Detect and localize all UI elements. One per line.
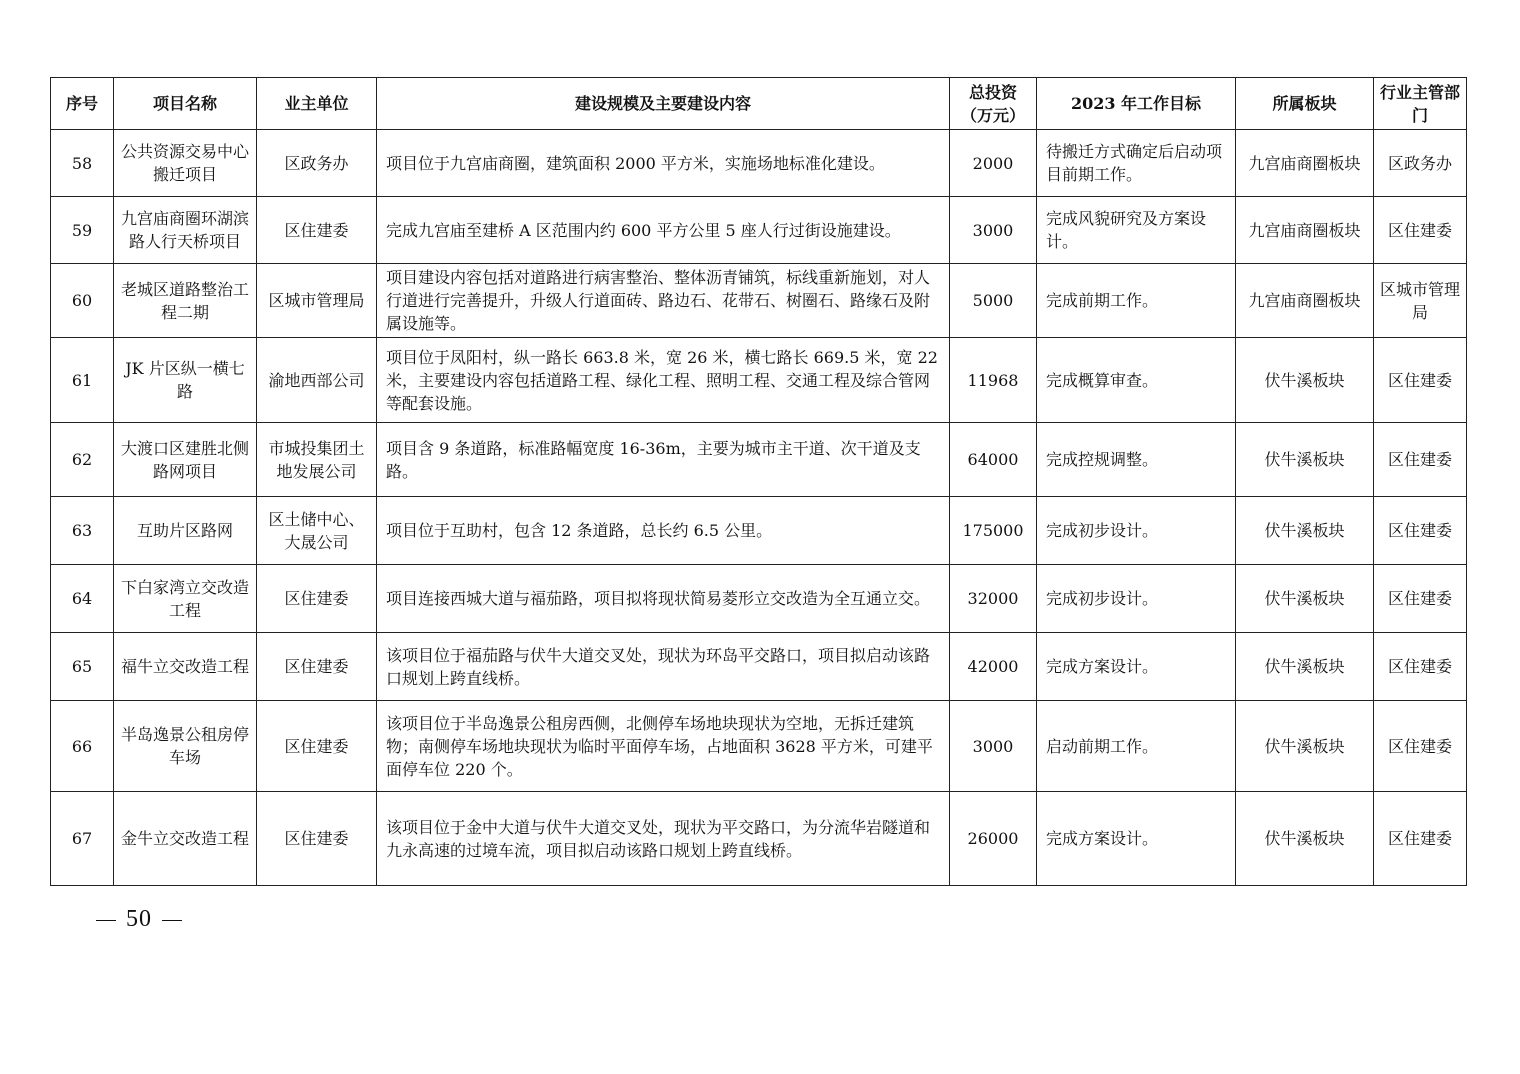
- header-no: 序号: [51, 78, 114, 130]
- cell-investment: 175000: [950, 497, 1037, 565]
- cell-goal: 完成前期工作。: [1037, 264, 1236, 338]
- table-row: [51, 264, 1467, 338]
- cell-name: 下白家湾立交改造工程: [114, 565, 257, 633]
- cell-no: 62: [51, 423, 114, 497]
- header-owner: 业主单位: [257, 78, 377, 130]
- cell-no: 61: [51, 338, 114, 423]
- cell-investment: 5000: [950, 264, 1037, 338]
- cell-content: 项目建设内容包括对道路进行病害整治、整体沥青铺筑，标线重新施划，对人行道进行完善提升，升级人行道面砖、路边石、花带石、树圈石、路缘石及附属设施等。: [377, 264, 950, 338]
- cell-owner: 区住建委: [257, 792, 377, 886]
- cell-owner: 区土储中心、大晟公司: [257, 497, 377, 565]
- table-row: [51, 701, 1467, 792]
- cell-name: 福牛立交改造工程: [114, 633, 257, 701]
- cell-no: 63: [51, 497, 114, 565]
- cell-investment: 26000: [950, 792, 1037, 886]
- cell-no: 64: [51, 565, 114, 633]
- cell-name: 互助片区路网: [114, 497, 257, 565]
- cell-owner: 区住建委: [257, 701, 377, 792]
- cell-goal: 完成初步设计。: [1037, 565, 1236, 633]
- cell-content: 该项目位于福茄路与伏牛大道交叉处，现状为环岛平交路口，项目拟启动该路口规划上跨直线桥。: [377, 633, 950, 701]
- cell-owner: 区政务办: [257, 130, 377, 197]
- cell-sector: 伏牛溪板块: [1236, 338, 1374, 423]
- cell-owner: 区城市管理局: [257, 264, 377, 338]
- cell-sector: 伏牛溪板块: [1236, 792, 1374, 886]
- header-sector: 所属板块: [1236, 78, 1374, 130]
- table-row: [51, 565, 1467, 633]
- cell-investment: 64000: [950, 423, 1037, 497]
- cell-dept: 区政务办: [1374, 130, 1467, 197]
- table-row: [51, 497, 1467, 565]
- table-row: [51, 633, 1467, 701]
- cell-name: 老城区道路整治工程二期: [114, 264, 257, 338]
- cell-investment: 2000: [950, 130, 1037, 197]
- cell-investment: 3000: [950, 701, 1037, 792]
- cell-sector: 伏牛溪板块: [1236, 497, 1374, 565]
- cell-name: 大渡口区建胜北侧路网项目: [114, 423, 257, 497]
- cell-no: 59: [51, 197, 114, 264]
- cell-sector: 伏牛溪板块: [1236, 701, 1374, 792]
- table-row: [51, 792, 1467, 886]
- cell-investment: 32000: [950, 565, 1037, 633]
- table-row: [51, 197, 1467, 264]
- cell-content: 项目连接西城大道与福茄路，项目拟将现状简易菱形立交改造为全互通立交。: [377, 565, 950, 633]
- cell-name: JK 片区纵一横七路: [114, 338, 257, 423]
- table-row: [51, 130, 1467, 197]
- cell-name: 公共资源交易中心搬迁项目: [114, 130, 257, 197]
- table-row: [51, 338, 1467, 423]
- cell-content: 该项目位于半岛逸景公租房西侧，北侧停车场地块现状为空地，无拆迁建筑物；南侧停车场地块现状为临时平面停车场，占地面积 3628 平方米，可建平面停车位 220 个。: [377, 701, 950, 792]
- cell-no: 58: [51, 130, 114, 197]
- header-name: 项目名称: [114, 78, 257, 130]
- header-content: 建设规模及主要建设内容: [377, 78, 950, 130]
- cell-content: 项目位于互助村，包含 12 条道路，总长约 6.5 公里。: [377, 497, 950, 565]
- cell-dept: 区住建委: [1374, 423, 1467, 497]
- cell-dept: 区住建委: [1374, 338, 1467, 423]
- cell-sector: 九宫庙商圈板块: [1236, 197, 1374, 264]
- cell-sector: 九宫庙商圈板块: [1236, 130, 1374, 197]
- cell-name: 九宫庙商圈环湖滨路人行天桥项目: [114, 197, 257, 264]
- cell-no: 65: [51, 633, 114, 701]
- dash-left: [96, 920, 116, 921]
- cell-investment: 11968: [950, 338, 1037, 423]
- dash-right: [162, 920, 182, 921]
- cell-content: 项目位于凤阳村，纵一路长 663.8 米，宽 26 米，横七路长 669.5 米，宽 22 米，主要建设内容包括道路工程、绿化工程、照明工程、交通工程及综合管网等配套设施。: [377, 338, 950, 423]
- cell-dept: 区住建委: [1374, 633, 1467, 701]
- cell-name: 金牛立交改造工程: [114, 792, 257, 886]
- cell-sector: 九宫庙商圈板块: [1236, 264, 1374, 338]
- cell-goal: 完成风貌研究及方案设计。: [1037, 197, 1236, 264]
- cell-owner: 市城投集团土地发展公司: [257, 423, 377, 497]
- header-goal: 2023 年工作目标: [1037, 78, 1236, 130]
- cell-no: 66: [51, 701, 114, 792]
- cell-no: 67: [51, 792, 114, 886]
- project-table: [50, 77, 1467, 886]
- cell-dept: 区住建委: [1374, 701, 1467, 792]
- cell-name: 半岛逸景公租房停车场: [114, 701, 257, 792]
- cell-goal: 完成控规调整。: [1037, 423, 1236, 497]
- cell-dept: 区住建委: [1374, 565, 1467, 633]
- cell-dept: 区城市管理局: [1374, 264, 1467, 338]
- cell-content: 完成九宫庙至建桥 A 区范围内约 600 平方公里 5 座人行过街设施建设。: [377, 197, 950, 264]
- cell-goal: 完成方案设计。: [1037, 633, 1236, 701]
- cell-owner: 渝地西部公司: [257, 338, 377, 423]
- cell-goal: 启动前期工作。: [1037, 701, 1236, 792]
- cell-investment: 42000: [950, 633, 1037, 701]
- cell-sector: 伏牛溪板块: [1236, 423, 1374, 497]
- cell-dept: 区住建委: [1374, 197, 1467, 264]
- cell-content: 该项目位于金中大道与伏牛大道交叉处，现状为平交路口，为分流华岩隧道和九永高速的过境车流，项目拟启动该路口规划上跨直线桥。: [377, 792, 950, 886]
- cell-dept: 区住建委: [1374, 792, 1467, 886]
- cell-content: 项目含 9 条道路，标准路幅宽度 16-36m，主要为城市主干道、次干道及支路。: [377, 423, 950, 497]
- page-number: [86, 906, 192, 933]
- header-investment: 总投资（万元）: [950, 78, 1037, 130]
- cell-owner: 区住建委: [257, 633, 377, 701]
- cell-goal: 完成概算审查。: [1037, 338, 1236, 423]
- cell-dept: 区住建委: [1374, 497, 1467, 565]
- cell-goal: 完成初步设计。: [1037, 497, 1236, 565]
- cell-investment: 3000: [950, 197, 1037, 264]
- table-header-row: [51, 78, 1467, 130]
- cell-sector: 伏牛溪板块: [1236, 633, 1374, 701]
- page-number-value: 50: [126, 906, 152, 932]
- table-row: [51, 423, 1467, 497]
- cell-owner: 区住建委: [257, 565, 377, 633]
- header-dept: 行业主管部门: [1374, 78, 1467, 130]
- cell-sector: 伏牛溪板块: [1236, 565, 1374, 633]
- cell-content: 项目位于九宫庙商圈，建筑面积 2000 平方米，实施场地标准化建设。: [377, 130, 950, 197]
- cell-goal: 待搬迁方式确定后启动项目前期工作。: [1037, 130, 1236, 197]
- cell-no: 60: [51, 264, 114, 338]
- cell-owner: 区住建委: [257, 197, 377, 264]
- cell-goal: 完成方案设计。: [1037, 792, 1236, 886]
